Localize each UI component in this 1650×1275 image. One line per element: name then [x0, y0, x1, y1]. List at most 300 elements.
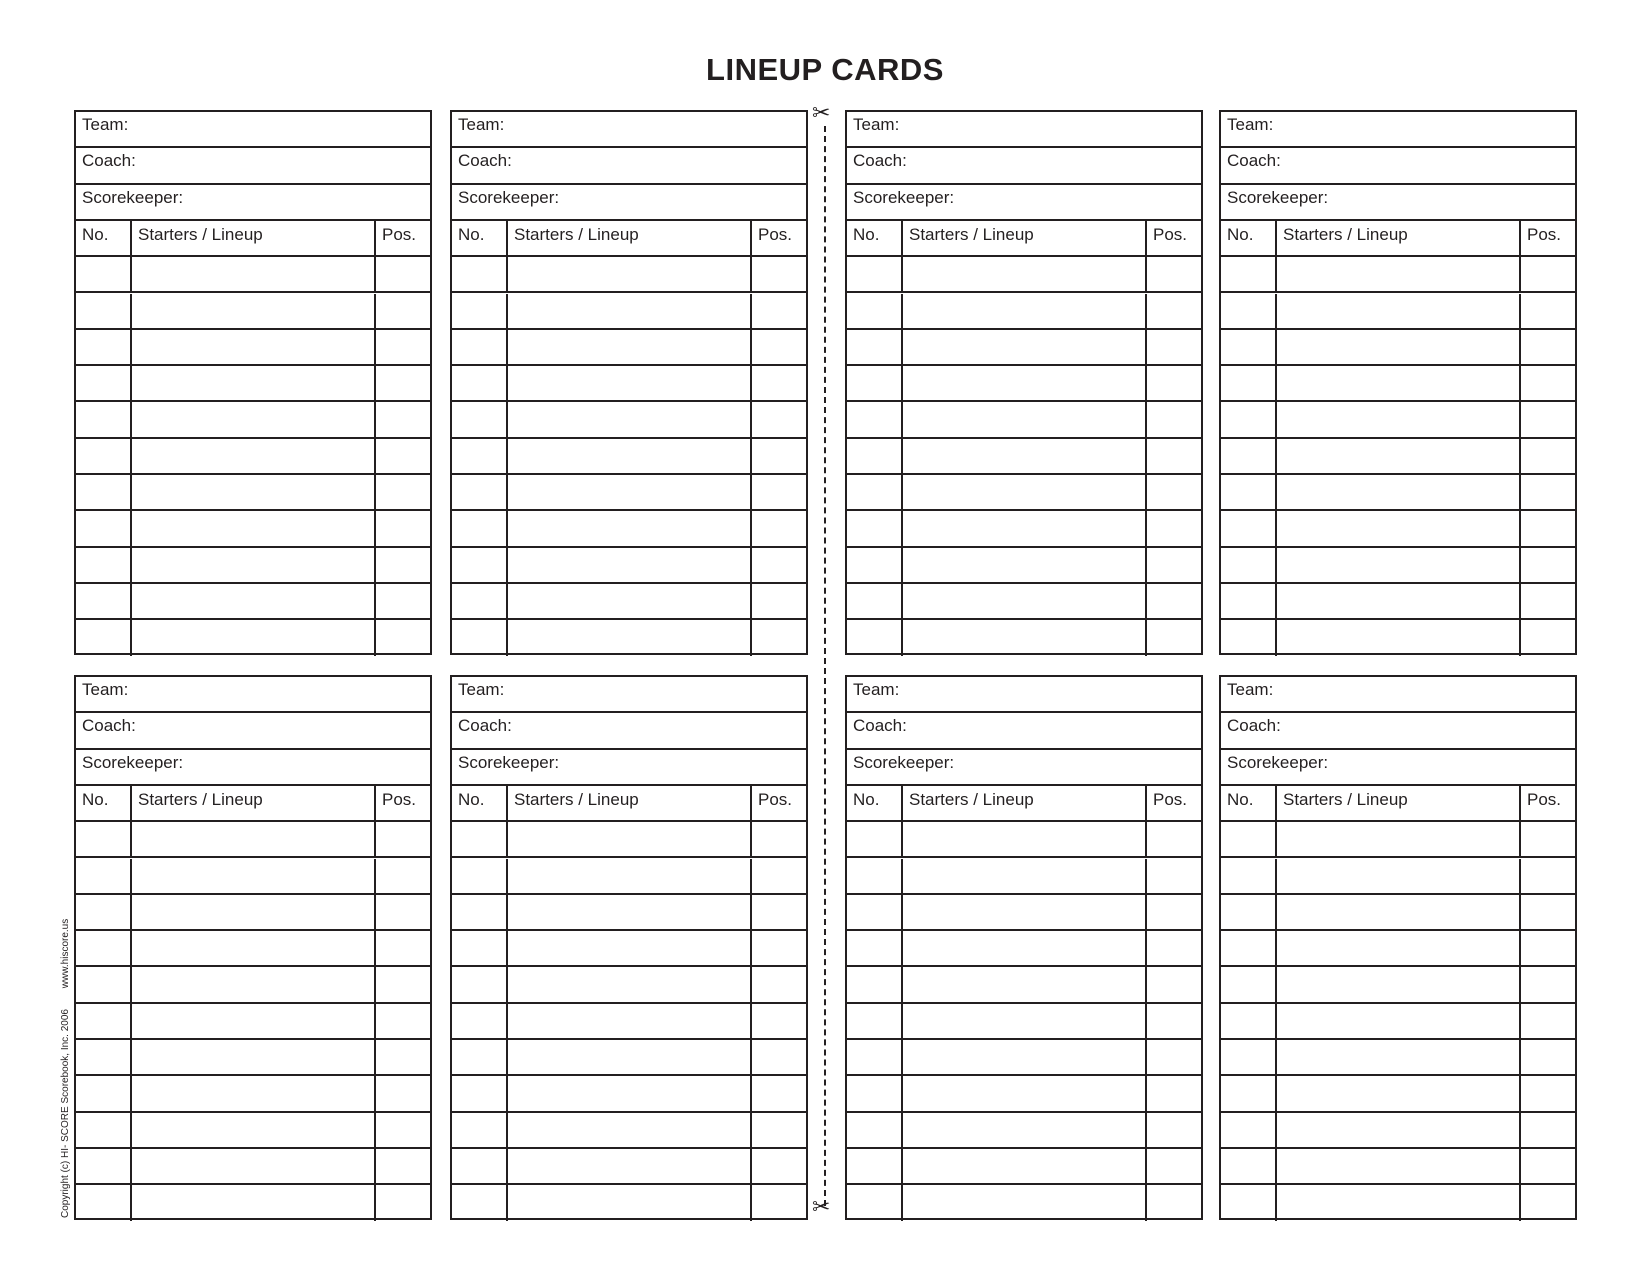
number-cell[interactable] — [452, 1185, 508, 1221]
number-cell[interactable] — [76, 548, 132, 582]
team-field[interactable] — [76, 112, 430, 148]
position-cell[interactable] — [376, 931, 430, 965]
position-cell[interactable] — [1147, 439, 1201, 473]
position-cell[interactable] — [1147, 330, 1201, 364]
player-name-cell[interactable] — [132, 475, 376, 509]
position-cell[interactable] — [1521, 475, 1575, 509]
position-cell[interactable] — [376, 294, 430, 328]
player-name-cell[interactable] — [1277, 402, 1521, 436]
number-cell[interactable] — [847, 475, 903, 509]
number-cell[interactable] — [1221, 366, 1277, 400]
player-name-cell[interactable] — [1277, 366, 1521, 400]
position-cell[interactable] — [1147, 620, 1201, 656]
player-name-cell[interactable] — [903, 1040, 1147, 1074]
player-name-cell[interactable] — [132, 294, 376, 328]
player-name-cell[interactable] — [508, 475, 752, 509]
position-cell[interactable] — [1521, 967, 1575, 1001]
position-cell[interactable] — [1147, 967, 1201, 1001]
number-cell[interactable] — [847, 1004, 903, 1038]
player-name-cell[interactable] — [1277, 584, 1521, 618]
number-cell[interactable] — [847, 257, 903, 291]
coach-field[interactable] — [847, 148, 1201, 184]
player-name-cell[interactable] — [508, 1076, 752, 1110]
player-name-cell[interactable] — [508, 366, 752, 400]
number-cell[interactable] — [76, 1040, 132, 1074]
player-name-cell[interactable] — [132, 931, 376, 965]
number-cell[interactable] — [847, 584, 903, 618]
number-cell[interactable] — [76, 366, 132, 400]
team-field[interactable] — [847, 677, 1201, 713]
number-cell[interactable] — [76, 257, 132, 291]
player-name-cell[interactable] — [508, 257, 752, 291]
lineup-row — [847, 1149, 1201, 1185]
player-name-cell[interactable] — [132, 257, 376, 291]
number-cell[interactable] — [452, 1149, 508, 1183]
player-name-cell[interactable] — [903, 366, 1147, 400]
position-cell[interactable] — [376, 822, 430, 856]
position-cell[interactable] — [752, 1185, 806, 1221]
position-cell[interactable] — [1521, 620, 1575, 656]
number-cell[interactable] — [847, 967, 903, 1001]
scorekeeper-field[interactable] — [452, 185, 806, 221]
position-cell[interactable] — [376, 366, 430, 400]
number-cell[interactable] — [1221, 931, 1277, 965]
number-cell[interactable] — [76, 822, 132, 856]
position-cell[interactable] — [376, 584, 430, 618]
scorekeeper-field[interactable] — [1221, 185, 1575, 221]
player-name-cell[interactable] — [508, 1040, 752, 1074]
number-cell[interactable] — [76, 402, 132, 436]
number-cell[interactable] — [847, 1040, 903, 1074]
coach-field[interactable] — [1221, 148, 1575, 184]
player-name-cell[interactable] — [903, 402, 1147, 436]
player-name-cell[interactable] — [903, 294, 1147, 328]
number-cell[interactable] — [452, 439, 508, 473]
position-cell[interactable] — [1521, 895, 1575, 929]
number-cell[interactable] — [847, 548, 903, 582]
number-cell[interactable] — [76, 511, 132, 545]
number-cell[interactable] — [1221, 895, 1277, 929]
number-cell[interactable] — [847, 511, 903, 545]
player-name-cell[interactable] — [903, 257, 1147, 291]
position-cell[interactable] — [376, 620, 430, 656]
position-cell[interactable] — [1147, 1113, 1201, 1147]
player-name-cell[interactable] — [903, 822, 1147, 856]
position-cell[interactable] — [376, 895, 430, 929]
number-cell[interactable] — [1221, 1004, 1277, 1038]
player-name-cell[interactable] — [132, 366, 376, 400]
player-name-cell[interactable] — [903, 1185, 1147, 1221]
number-cell[interactable] — [847, 931, 903, 965]
player-name-cell[interactable] — [132, 511, 376, 545]
player-name-cell[interactable] — [132, 895, 376, 929]
position-cell[interactable] — [376, 439, 430, 473]
number-cell[interactable] — [452, 1004, 508, 1038]
number-cell[interactable] — [1221, 257, 1277, 291]
player-name-cell[interactable] — [508, 1004, 752, 1038]
player-name-cell[interactable] — [1277, 1149, 1521, 1183]
position-cell[interactable] — [376, 402, 430, 436]
player-name-cell[interactable] — [508, 402, 752, 436]
player-name-cell[interactable] — [132, 1149, 376, 1183]
position-cell[interactable] — [1521, 402, 1575, 436]
player-name-cell[interactable] — [903, 1149, 1147, 1183]
number-cell[interactable] — [452, 822, 508, 856]
position-cell[interactable] — [1521, 1040, 1575, 1074]
position-cell[interactable] — [1521, 931, 1575, 965]
position-cell[interactable] — [1147, 1004, 1201, 1038]
player-name-cell[interactable] — [903, 475, 1147, 509]
number-cell[interactable] — [847, 620, 903, 656]
position-cell[interactable] — [1147, 366, 1201, 400]
lineup-row — [452, 967, 806, 1003]
position-cell[interactable] — [1147, 1185, 1201, 1221]
number-cell[interactable] — [452, 1076, 508, 1110]
position-cell[interactable] — [1147, 294, 1201, 328]
player-name-cell[interactable] — [132, 1004, 376, 1038]
position-cell[interactable] — [1147, 548, 1201, 582]
team-field[interactable] — [847, 112, 1201, 148]
position-cell[interactable] — [376, 1040, 430, 1074]
position-cell[interactable] — [752, 294, 806, 328]
position-cell[interactable] — [376, 1076, 430, 1110]
position-cell[interactable] — [752, 1040, 806, 1074]
coach-field[interactable] — [452, 713, 806, 749]
player-name-cell[interactable] — [508, 1113, 752, 1147]
number-cell[interactable] — [452, 330, 508, 364]
number-cell[interactable] — [1221, 294, 1277, 328]
number-cell[interactable] — [452, 859, 508, 893]
position-cell[interactable] — [752, 257, 806, 291]
team-field[interactable] — [1221, 677, 1575, 713]
position-cell[interactable] — [1521, 294, 1575, 328]
position-cell[interactable] — [1147, 584, 1201, 618]
number-cell[interactable] — [1221, 330, 1277, 364]
player-name-cell[interactable] — [132, 584, 376, 618]
position-cell[interactable] — [752, 402, 806, 436]
position-cell[interactable] — [752, 967, 806, 1001]
position-cell[interactable] — [752, 584, 806, 618]
position-cell[interactable] — [376, 1113, 430, 1147]
number-cell[interactable] — [76, 294, 132, 328]
position-cell[interactable] — [1147, 931, 1201, 965]
player-name-cell[interactable] — [903, 1004, 1147, 1038]
player-name-cell[interactable] — [903, 859, 1147, 893]
position-cell[interactable] — [752, 1076, 806, 1110]
number-cell[interactable] — [76, 967, 132, 1001]
number-cell[interactable] — [76, 1113, 132, 1147]
position-cell[interactable] — [752, 511, 806, 545]
player-name-cell[interactable] — [132, 548, 376, 582]
number-cell[interactable] — [1221, 1149, 1277, 1183]
player-name-cell[interactable] — [1277, 1113, 1521, 1147]
number-cell[interactable] — [847, 402, 903, 436]
scorekeeper-field[interactable] — [1221, 750, 1575, 786]
number-cell[interactable] — [847, 366, 903, 400]
number-cell[interactable] — [76, 1149, 132, 1183]
position-cell[interactable] — [1521, 1185, 1575, 1221]
player-name-cell[interactable] — [508, 1149, 752, 1183]
position-cell[interactable] — [1147, 511, 1201, 545]
position-cell[interactable] — [752, 366, 806, 400]
player-name-cell[interactable] — [508, 859, 752, 893]
player-name-cell[interactable] — [1277, 257, 1521, 291]
copyright-notice — [60, 901, 71, 1218]
team-field[interactable] — [76, 677, 430, 713]
player-name-cell[interactable] — [1277, 511, 1521, 545]
lineup-card — [1219, 675, 1577, 1220]
position-cell[interactable] — [376, 548, 430, 582]
player-name-cell[interactable] — [1277, 931, 1521, 965]
player-name-cell[interactable] — [508, 548, 752, 582]
player-name-cell[interactable] — [508, 584, 752, 618]
number-cell[interactable] — [452, 620, 508, 656]
player-name-cell[interactable] — [903, 931, 1147, 965]
col-pos-header — [752, 786, 806, 820]
player-name-cell[interactable] — [132, 967, 376, 1001]
number-cell[interactable] — [452, 257, 508, 291]
player-name-cell[interactable] — [508, 967, 752, 1001]
position-cell[interactable] — [1521, 1004, 1575, 1038]
player-name-cell[interactable] — [903, 895, 1147, 929]
player-name-cell[interactable] — [132, 859, 376, 893]
player-name-cell[interactable] — [132, 1076, 376, 1110]
player-name-cell[interactable] — [508, 294, 752, 328]
number-cell[interactable] — [76, 439, 132, 473]
position-cell[interactable] — [752, 620, 806, 656]
position-cell[interactable] — [1147, 822, 1201, 856]
player-name-cell[interactable] — [1277, 967, 1521, 1001]
number-cell[interactable] — [452, 1113, 508, 1147]
player-name-cell[interactable] — [132, 1185, 376, 1221]
team-field[interactable] — [452, 677, 806, 713]
position-cell[interactable] — [752, 548, 806, 582]
player-name-cell[interactable] — [1277, 294, 1521, 328]
player-name-cell[interactable] — [1277, 548, 1521, 582]
number-cell[interactable] — [452, 475, 508, 509]
position-cell[interactable] — [1147, 257, 1201, 291]
coach-field[interactable] — [76, 713, 430, 749]
player-name-cell[interactable] — [1277, 895, 1521, 929]
number-cell[interactable] — [452, 931, 508, 965]
position-cell[interactable] — [752, 1149, 806, 1183]
player-name-cell[interactable] — [1277, 475, 1521, 509]
number-cell[interactable] — [76, 475, 132, 509]
position-cell[interactable] — [1521, 822, 1575, 856]
col-no-header-text: No. — [458, 224, 485, 244]
player-name-cell[interactable] — [1277, 1040, 1521, 1074]
team-field[interactable] — [1221, 112, 1575, 148]
player-name-cell[interactable] — [903, 967, 1147, 1001]
player-name-cell[interactable] — [1277, 1076, 1521, 1110]
player-name-cell[interactable] — [132, 1113, 376, 1147]
position-cell[interactable] — [376, 257, 430, 291]
player-name-cell[interactable] — [132, 1040, 376, 1074]
number-cell[interactable] — [1221, 439, 1277, 473]
number-cell[interactable] — [452, 511, 508, 545]
coach-field[interactable] — [847, 713, 1201, 749]
player-name-cell[interactable] — [903, 1076, 1147, 1110]
position-cell[interactable] — [752, 439, 806, 473]
player-name-cell[interactable] — [132, 822, 376, 856]
position-cell[interactable] — [752, 475, 806, 509]
player-name-cell[interactable] — [903, 620, 1147, 656]
number-cell[interactable] — [452, 1040, 508, 1074]
number-cell[interactable] — [76, 1076, 132, 1110]
number-cell[interactable] — [76, 584, 132, 618]
player-name-cell[interactable] — [903, 1113, 1147, 1147]
number-cell[interactable] — [847, 1149, 903, 1183]
position-cell[interactable] — [1521, 257, 1575, 291]
lineup-row — [847, 1040, 1201, 1076]
player-name-cell[interactable] — [903, 548, 1147, 582]
scorekeeper-field[interactable] — [847, 185, 1201, 221]
position-cell[interactable] — [1147, 1149, 1201, 1183]
number-cell[interactable] — [847, 330, 903, 364]
position-cell[interactable] — [1521, 1076, 1575, 1110]
player-name-cell[interactable] — [508, 439, 752, 473]
position-cell[interactable] — [1521, 511, 1575, 545]
number-cell[interactable] — [1221, 1040, 1277, 1074]
position-cell[interactable] — [1147, 402, 1201, 436]
number-cell[interactable] — [1221, 822, 1277, 856]
player-name-cell[interactable] — [1277, 439, 1521, 473]
number-cell[interactable] — [1221, 1185, 1277, 1221]
position-cell[interactable] — [376, 967, 430, 1001]
player-name-cell[interactable] — [508, 931, 752, 965]
number-cell[interactable] — [1221, 475, 1277, 509]
number-cell[interactable] — [452, 366, 508, 400]
position-cell[interactable] — [1521, 1149, 1575, 1183]
col-starters-header-text: Starters / Lineup — [909, 789, 1034, 809]
player-name-cell[interactable] — [508, 1185, 752, 1221]
position-cell[interactable] — [1521, 439, 1575, 473]
position-cell[interactable] — [376, 1149, 430, 1183]
number-cell[interactable] — [76, 895, 132, 929]
number-cell[interactable] — [76, 1004, 132, 1038]
position-cell[interactable] — [1521, 548, 1575, 582]
number-cell[interactable] — [847, 1076, 903, 1110]
player-name-cell[interactable] — [903, 584, 1147, 618]
position-cell[interactable] — [376, 330, 430, 364]
position-cell[interactable] — [1147, 1040, 1201, 1074]
scorekeeper-field[interactable] — [76, 185, 430, 221]
number-cell[interactable] — [847, 895, 903, 929]
number-cell[interactable] — [1221, 1076, 1277, 1110]
player-name-cell[interactable] — [508, 822, 752, 856]
number-cell[interactable] — [1221, 859, 1277, 893]
scorekeeper-field[interactable] — [452, 750, 806, 786]
number-cell[interactable] — [847, 294, 903, 328]
position-cell[interactable] — [1521, 1113, 1575, 1147]
number-cell[interactable] — [76, 330, 132, 364]
player-name-cell[interactable] — [132, 439, 376, 473]
col-no-header — [452, 786, 508, 820]
position-cell[interactable] — [1521, 859, 1575, 893]
number-cell[interactable] — [847, 1185, 903, 1221]
player-name-cell[interactable] — [1277, 822, 1521, 856]
position-cell[interactable] — [1147, 895, 1201, 929]
scorekeeper-field[interactable] — [76, 750, 430, 786]
number-cell[interactable] — [847, 439, 903, 473]
position-cell[interactable] — [752, 859, 806, 893]
player-name-cell[interactable] — [1277, 859, 1521, 893]
player-name-cell[interactable] — [132, 330, 376, 364]
number-cell[interactable] — [76, 1185, 132, 1221]
number-cell[interactable] — [452, 584, 508, 618]
position-cell[interactable] — [376, 1004, 430, 1038]
number-cell[interactable] — [1221, 402, 1277, 436]
player-name-cell[interactable] — [1277, 1185, 1521, 1221]
coach-field[interactable] — [76, 148, 430, 184]
number-cell[interactable] — [452, 402, 508, 436]
number-cell[interactable] — [847, 1113, 903, 1147]
position-cell[interactable] — [1521, 330, 1575, 364]
coach-field[interactable] — [452, 148, 806, 184]
lineup-row — [847, 1076, 1201, 1112]
position-cell[interactable] — [376, 1185, 430, 1221]
player-name-cell[interactable] — [508, 895, 752, 929]
position-cell[interactable] — [752, 931, 806, 965]
number-cell[interactable] — [1221, 967, 1277, 1001]
position-cell[interactable] — [376, 475, 430, 509]
player-name-cell[interactable] — [903, 511, 1147, 545]
scorekeeper-field[interactable] — [847, 750, 1201, 786]
position-cell[interactable] — [752, 822, 806, 856]
position-cell[interactable] — [752, 330, 806, 364]
position-cell[interactable] — [376, 511, 430, 545]
player-name-cell[interactable] — [903, 330, 1147, 364]
col-starters-header — [132, 221, 376, 255]
coach-field[interactable] — [1221, 713, 1575, 749]
number-cell[interactable] — [452, 548, 508, 582]
player-name-cell[interactable] — [132, 620, 376, 656]
team-field[interactable] — [452, 112, 806, 148]
lineup-row — [1221, 967, 1575, 1003]
position-cell[interactable] — [1147, 475, 1201, 509]
player-name-cell[interactable] — [1277, 620, 1521, 656]
number-cell[interactable] — [76, 859, 132, 893]
player-name-cell[interactable] — [132, 402, 376, 436]
number-cell[interactable] — [1221, 620, 1277, 656]
position-cell[interactable] — [1521, 584, 1575, 618]
position-cell[interactable] — [752, 1113, 806, 1147]
player-name-cell[interactable] — [508, 511, 752, 545]
number-cell[interactable] — [76, 620, 132, 656]
number-cell[interactable] — [1221, 584, 1277, 618]
number-cell[interactable] — [1221, 548, 1277, 582]
player-name-cell[interactable] — [508, 330, 752, 364]
position-cell[interactable] — [1521, 366, 1575, 400]
position-cell[interactable] — [1147, 859, 1201, 893]
number-cell[interactable] — [452, 895, 508, 929]
number-cell[interactable] — [847, 822, 903, 856]
player-name-cell[interactable] — [1277, 330, 1521, 364]
number-cell[interactable] — [847, 859, 903, 893]
number-cell[interactable] — [452, 294, 508, 328]
number-cell[interactable] — [76, 931, 132, 965]
player-name-cell[interactable] — [903, 439, 1147, 473]
position-cell[interactable] — [376, 859, 430, 893]
player-name-cell[interactable] — [508, 620, 752, 656]
position-cell[interactable] — [752, 895, 806, 929]
player-name-cell[interactable] — [1277, 1004, 1521, 1038]
number-cell[interactable] — [452, 967, 508, 1001]
position-cell[interactable] — [1147, 1076, 1201, 1110]
number-cell[interactable] — [1221, 511, 1277, 545]
position-cell[interactable] — [752, 1004, 806, 1038]
number-cell[interactable] — [1221, 1113, 1277, 1147]
